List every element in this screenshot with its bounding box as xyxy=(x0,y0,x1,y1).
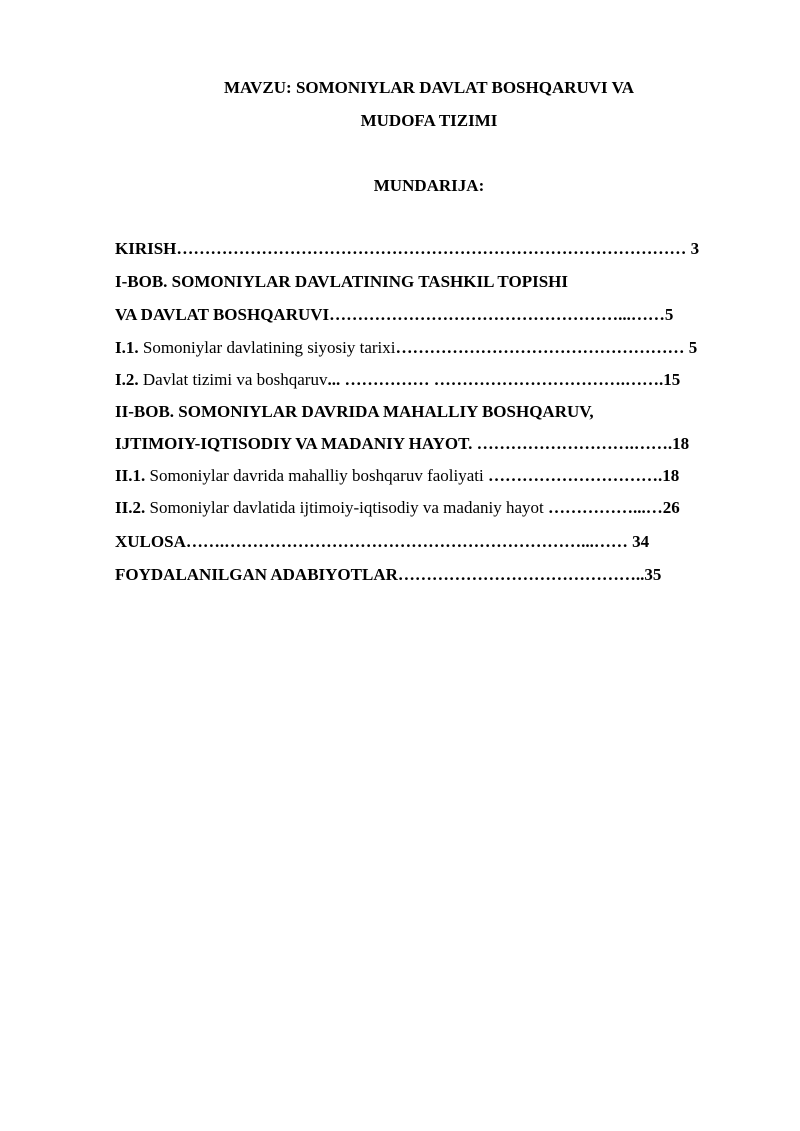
toc-chapter-2-line-2: IJTIMOIY-IQTISODIY VA MADANIY HAYOT. ……………………….…….18 xyxy=(115,434,690,453)
section-number: II.1. xyxy=(115,466,146,485)
toc-entry-2-1 xyxy=(115,466,679,486)
title-line-1: MAVZU: SOMONIYLAR DAVLAT BOSHQARUVI VA xyxy=(224,78,634,97)
section-title: Davlat tizimi va boshqaruv xyxy=(138,370,328,389)
toc-entry-kirish: KIRISH……………………………………………………………………………… 3 xyxy=(115,239,700,258)
page-leader: ... …………… …………………………….…….15 xyxy=(327,370,681,389)
page-leader: …………………………………………… 5 xyxy=(395,338,698,357)
page-leader: ………………………….18 xyxy=(488,466,680,485)
section-number: II.2. xyxy=(115,498,146,517)
section-title: Somoniylar davlatida ijtimoiy-iqtisodiy va madaniy hayot xyxy=(145,498,548,517)
toc-chapter-1-line-2: VA DAVLAT BOSHQARUVI……………………………………………...……5 xyxy=(115,305,674,324)
toc-entry-xulosa: XULOSA…….………………………………………………………...…… 34 xyxy=(115,532,650,551)
page-leader: ……………...…26 xyxy=(547,498,680,517)
toc-entry-2-2 xyxy=(115,498,680,518)
section-number: I.1. xyxy=(115,338,139,357)
toc-chapter-1-line-1: I-BOB. SOMONIYLAR DAVLATINING TASHKIL TOPISHI xyxy=(115,272,568,291)
toc-entry-1-2 xyxy=(115,370,680,390)
toc-entry-adabiyotlar: FOYDALANILGAN ADABIYOTLAR……………………………………..35 xyxy=(115,565,662,584)
contents-heading: MUNDARIJA: xyxy=(373,176,485,195)
section-title: Somoniylar davlatining siyosiy tarixi xyxy=(138,338,396,357)
title-line-2: MUDOFA TIZIMI xyxy=(360,111,498,130)
section-number: I.2. xyxy=(115,370,139,389)
section-title: Somoniylar davrida mahalliy boshqaruv faoliyati xyxy=(145,466,488,485)
toc-chapter-2-line-1: II-BOB. SOMONIYLAR DAVRIDA MAHALLIY BOSHQARUV, xyxy=(115,402,594,421)
toc-entry-1-1 xyxy=(115,338,697,358)
